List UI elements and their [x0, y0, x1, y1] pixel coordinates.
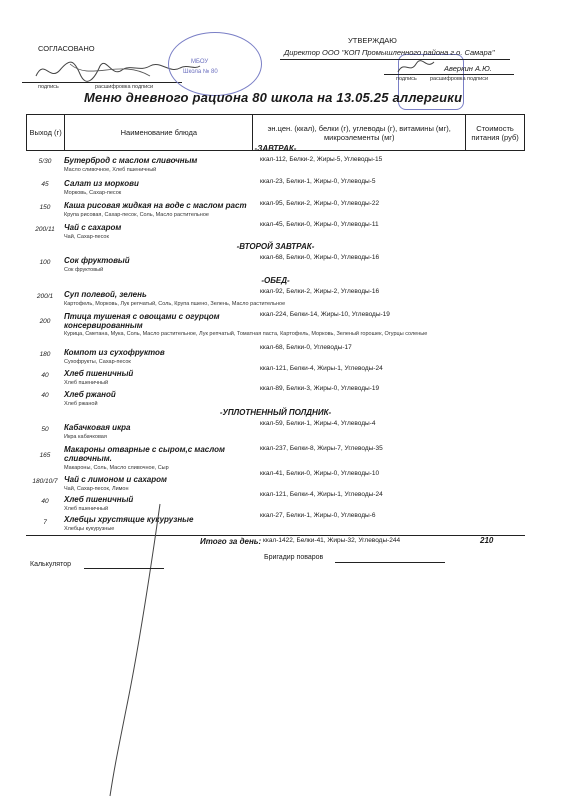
approved-sub-right: расшифровка подписи	[430, 76, 489, 82]
item-output: 180/10/7	[32, 478, 58, 485]
section-title: -ОБЕД-	[261, 276, 290, 285]
item-nutrition: ккал-237, Белки-8, Жиры-7, Углеводы-35	[260, 445, 383, 452]
item-output: 5/30	[38, 158, 52, 165]
agreed-sub-right: расшифровка подписи	[95, 84, 154, 90]
item-ingredients: Хлебцы кукурузные	[64, 526, 115, 532]
item-nutrition: ккал-95, Белки-2, Жиры-0, Углеводы-22	[260, 200, 380, 207]
calculator-label: Калькулятор	[30, 561, 71, 568]
cancel-stroke	[100, 500, 200, 800]
item-nutrition: ккал-45, Белки-0, Жиры-0, Углеводы-11	[260, 221, 379, 228]
agreed-sub-left: подпись	[38, 84, 59, 90]
item-ingredients: Чай, Сахар-песок	[64, 234, 109, 240]
item-output: 200/1	[36, 293, 54, 300]
item-dish: Птица тушеная с овощами с огурцом консервированным	[64, 312, 220, 330]
item-dish: Макароны отварные с сыром,с маслом сливочным.	[64, 445, 225, 463]
item-dish: Хлеб пшеничный	[64, 495, 134, 504]
item-output: 200/11	[35, 226, 55, 233]
col-output: Выход (г)	[27, 115, 65, 151]
section-title: -ЗАВТРАК-	[254, 144, 297, 153]
item-dish: Чай с лимоном и сахаром	[64, 475, 167, 484]
item-ingredients: Макароны, Соль, Масло сливочное, Сыр	[64, 465, 169, 471]
item-dish: Суп полевой, зелень	[64, 290, 147, 299]
item-output: 180	[39, 351, 51, 358]
item-dish: Хлебцы хрустящие кукурузные	[64, 515, 194, 524]
item-nutrition: ккал-41, Белки-0, Жиры-0, Углеводы-10	[260, 470, 380, 477]
item-nutrition: ккал-59, Белки-1, Жиры-4, Углеводы-4	[260, 420, 376, 427]
item-output: 165	[39, 452, 51, 459]
item-ingredients: Хлеб пшеничный	[64, 380, 109, 386]
item-nutrition: ккал-68, Белки-0, Жиры-0, Углеводы-16	[260, 254, 380, 261]
item-output: 40	[41, 498, 49, 505]
approved-sub-left: подпись	[396, 76, 417, 82]
item-dish: Каша рисовая жидкая на воде с маслом раст	[64, 201, 247, 210]
round-stamp: МБОУ Школа № 80	[168, 32, 262, 96]
item-output: 40	[41, 372, 49, 379]
item-output: 150	[39, 204, 51, 211]
item-ingredients: Икра кабачковая	[64, 434, 107, 440]
item-output: 50	[41, 426, 49, 433]
item-ingredients: Морковь, Сахар-песок	[64, 190, 122, 196]
item-dish: Сок фруктовый	[64, 256, 130, 265]
item-ingredients: Крупа рисовая, Сахар-песок, Соль, Масло растительное	[64, 212, 209, 218]
item-output: 40	[41, 392, 49, 399]
item-nutrition: ккал-27, Белки-1, Жиры-0, Углеводы-6	[260, 512, 376, 519]
item-ingredients: Чай, Сахар-песок, Лимон	[64, 486, 129, 492]
item-dish: Салат из моркови	[64, 179, 139, 188]
page-title: Меню дневного рациона 80 школа на 13.05.25 аллергики	[84, 90, 463, 105]
item-dish: Хлеб ржаной	[64, 390, 116, 399]
item-dish: Кабачковая икра	[64, 423, 131, 432]
section-title: -ВТОРОЙ ЗАВТРАК-	[236, 242, 315, 251]
item-output: 100	[39, 259, 51, 266]
item-nutrition: ккал-89, Белки-3, Жиры-0, Углеводы-19	[260, 385, 380, 392]
item-dish: Компот из сухофруктов	[64, 348, 165, 357]
item-nutrition: ккал-68, Белки-0, Углеводы-17	[260, 344, 352, 351]
cooks-label: Бригадир поваров	[264, 554, 324, 561]
totals-cost: 210	[480, 536, 494, 545]
item-nutrition: ккал-92, Белки-2, Жиры-2, Углеводы-16	[260, 288, 380, 295]
item-nutrition: ккал-112, Белки-2, Жиры-5, Углеводы-15	[260, 156, 383, 163]
item-ingredients: Картофель, Морковь, Лук репчатый, Соль, Крупа пшено, Зелень, Масло растительное	[64, 301, 286, 307]
menu-body	[26, 144, 525, 550]
director-name: Аверкин А.Ю.	[444, 64, 492, 73]
totals-label: Итого за день:	[200, 537, 262, 546]
approved-label: УТВЕРЖДАЮ	[348, 36, 397, 45]
item-nutrition: ккал-121, Белки-4, Жиры-1, Углеводы-24	[260, 491, 383, 498]
item-output: 45	[41, 181, 49, 188]
director-line: Директор ООО "КОП Промышленного района г.о. Самара"	[284, 48, 495, 57]
item-dish: Хлеб пшеничный	[64, 369, 134, 378]
item-nutrition: ккал-224, Белки-14, Жиры-10, Углеводы-19	[260, 311, 390, 318]
item-ingredients: Сухофрукты, Сахар-песок	[64, 359, 131, 365]
item-dish: Чай с сахаром	[64, 223, 122, 232]
col-cost: Стоимость питания (руб)	[466, 115, 525, 151]
col-dish: Наименование блюда	[65, 115, 253, 151]
item-output: 200	[39, 318, 51, 325]
item-dish: Бутерброд с маслом сливочным	[64, 156, 198, 165]
item-ingredients: Хлеб пшеничный	[64, 506, 109, 512]
item-output: 7	[43, 519, 47, 526]
item-nutrition: ккал-23, Белки-1, Жиры-0, Углеводы-5	[260, 178, 376, 185]
totals-nutrition: ккал-1422, Белки-41, Жиры-32, Углеводы-244	[263, 537, 401, 544]
agreed-label: СОГЛАСОВАНО	[38, 44, 95, 53]
section-title: -УПЛОТНЕННЫЙ ПОЛДНИК-	[219, 408, 332, 417]
item-ingredients: Курица, Сметана, Мука, Соль, Масло растительное, Лук репчатый, Томатная паста, Картофель, Морковь, Зеленый горошек, Огурцы соленые	[64, 331, 428, 337]
item-nutrition: ккал-121, Белки-4, Жиры-1, Углеводы-24	[260, 365, 383, 372]
item-ingredients: Хлеб ржаной	[64, 401, 98, 407]
item-ingredients: Масло сливочное, Хлеб пшеничный	[64, 167, 157, 173]
col-nutrition: эн.цен. (ккал), белки (г), углеводы (г), витамины (мг), микроэлементы (мг)	[253, 115, 466, 151]
item-ingredients: Сок фруктовый	[64, 267, 104, 273]
